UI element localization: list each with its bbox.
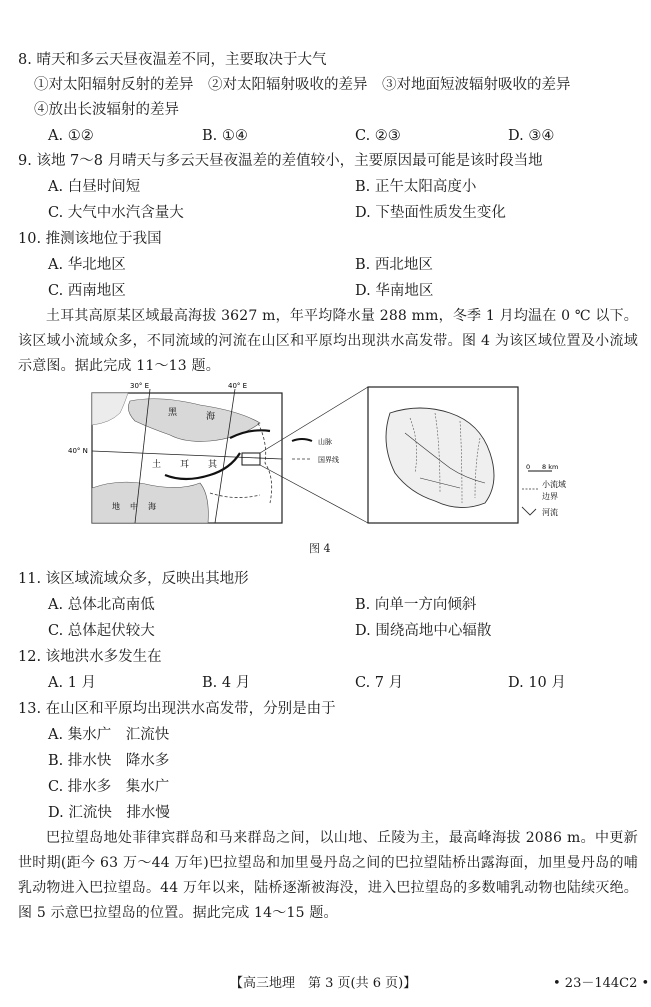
q13-stem: 13. 在山区和平原均出现洪水高发带，分别是由于 xyxy=(18,701,336,717)
lon-40-label: 40° E xyxy=(228,382,248,390)
q8-options-line1: ①对太阳辐射反射的差异 ②对太阳辐射吸收的差异 ③对地面短波辐射吸收的差异 xyxy=(34,77,571,93)
footer-page-info: 【高三地理 第 3 页(共 6 页)】 xyxy=(230,976,417,991)
q8-options-line2: ④放出长波辐射的差异 xyxy=(34,102,179,118)
q12-choice-b: B. 4 月 xyxy=(202,675,251,691)
legend-border-label: 国界线 xyxy=(318,456,339,464)
q11-choice-a: A. 总体北高南低 xyxy=(48,597,155,613)
med-sea-label-1: 地 xyxy=(112,502,120,511)
q10-stem: 10. 推测该地位于我国 xyxy=(18,231,162,247)
q9-choice-b: B. 正午太阳高度小 xyxy=(355,179,477,195)
q11-choice-c: C. 总体起伏较大 xyxy=(48,623,155,639)
q13-choice-d: D. 汇流快 排水慢 xyxy=(48,805,170,821)
legend-mountain-symbol xyxy=(292,439,312,441)
q12-stem: 12. 该地洪水多发生在 xyxy=(18,649,162,665)
figure-4-map xyxy=(68,382,590,525)
footer-code: • 23－144C2 • xyxy=(553,976,650,991)
figure-4-caption: 图 4 xyxy=(309,542,331,555)
q11-stem: 11. 该区域流域众多，反映出其地形 xyxy=(18,571,249,587)
q9-choice-d: D. 下垫面性质发生变化 xyxy=(355,205,506,221)
black-sea-label-1: 黑 xyxy=(168,408,178,418)
q10-choice-b: B. 西北地区 xyxy=(355,257,433,273)
q13-choice-a: A. 集水广 汇流快 xyxy=(48,727,170,743)
q11-choice-b: B. 向单一方向倾斜 xyxy=(355,597,477,613)
q8-choice-d: D. ③④ xyxy=(508,128,555,144)
legend-basin-label-1: 小流域 xyxy=(542,480,566,489)
legend-river-symbol xyxy=(522,507,536,515)
passage-palawan: 巴拉望岛地处菲律宾群岛和马来群岛之间，以山地、丘陵为主，最高峰海拔 2086 m。中更新世时期(距今 63 万～44 万年)巴拉望岛和加里曼丹岛之间的巴拉望陆桥出露海面，加里曼丹岛的哺乳动物进入巴拉望岛。44 万年以来，陆桥逐渐被海没，进入巴拉望岛的多数哺乳动物也陆续灭绝。图 5 示意巴拉望岛的位置。据此完成 14～15 题。 xyxy=(18,830,638,921)
med-sea-label-2: 中 xyxy=(130,502,138,511)
q10-choice-c: C. 西南地区 xyxy=(48,283,126,299)
legend-river-label: 河流 xyxy=(542,508,558,517)
q13-choice-c: C. 排水多 集水广 xyxy=(48,779,170,795)
q12-choice-d: D. 10 月 xyxy=(508,675,566,691)
q9-stem: 9. 该地 7～8 月晴天与多云天昼夜温差的差值较小，主要原因最可能是该时段当地 xyxy=(18,153,543,169)
q8-choice-a: A. ①② xyxy=(48,128,94,144)
q9-choice-c: C. 大气中水汽含量大 xyxy=(48,205,184,221)
q10-choice-d: D. 华南地区 xyxy=(355,283,434,299)
black-sea-label-2: 海 xyxy=(206,412,216,422)
turkey-label-1: 土 xyxy=(152,460,162,470)
q8-choice-c: C. ②③ xyxy=(355,128,401,144)
lon-30-label: 30° E xyxy=(130,382,150,390)
turkey-label-3: 其 xyxy=(208,460,218,470)
med-sea-label-3: 海 xyxy=(148,502,156,511)
q11-choice-d: D. 围绕高地中心辐散 xyxy=(355,623,492,639)
q10-choice-a: A. 华北地区 xyxy=(48,257,126,273)
legend-basin-label-2: 边界 xyxy=(542,492,558,501)
q12-choice-a: A. 1 月 xyxy=(48,675,97,691)
legend-mountain-label: 山脉 xyxy=(318,438,332,446)
scale-eight-km: 8 km xyxy=(542,463,559,471)
q9-choice-a: A. 白昼时间短 xyxy=(48,179,141,195)
turkey-label-2: 耳 xyxy=(180,460,190,470)
q8-stem: 8. 晴天和多云天昼夜温差不同，主要取决于大气 xyxy=(18,52,327,68)
q8-choice-b: B. ①④ xyxy=(202,128,248,144)
scale-zero: 0 xyxy=(526,463,531,471)
q13-choice-b: B. 排水快 降水多 xyxy=(48,753,170,769)
lat-40-label: 40° N xyxy=(68,447,88,455)
passage-turkey: 土耳其高原某区域最高海拔 3627 m，年平均降水量 288 mm，冬季 1 月均温在 0 ℃ 以下。该区域小流域众多，不同流域的河流在山区和平原均出现洪水高发带。图 4 为该区域位置及小流域示意图。据此完成 11～13 题。 xyxy=(18,308,638,374)
q12-choice-c: C. 7 月 xyxy=(355,675,404,691)
